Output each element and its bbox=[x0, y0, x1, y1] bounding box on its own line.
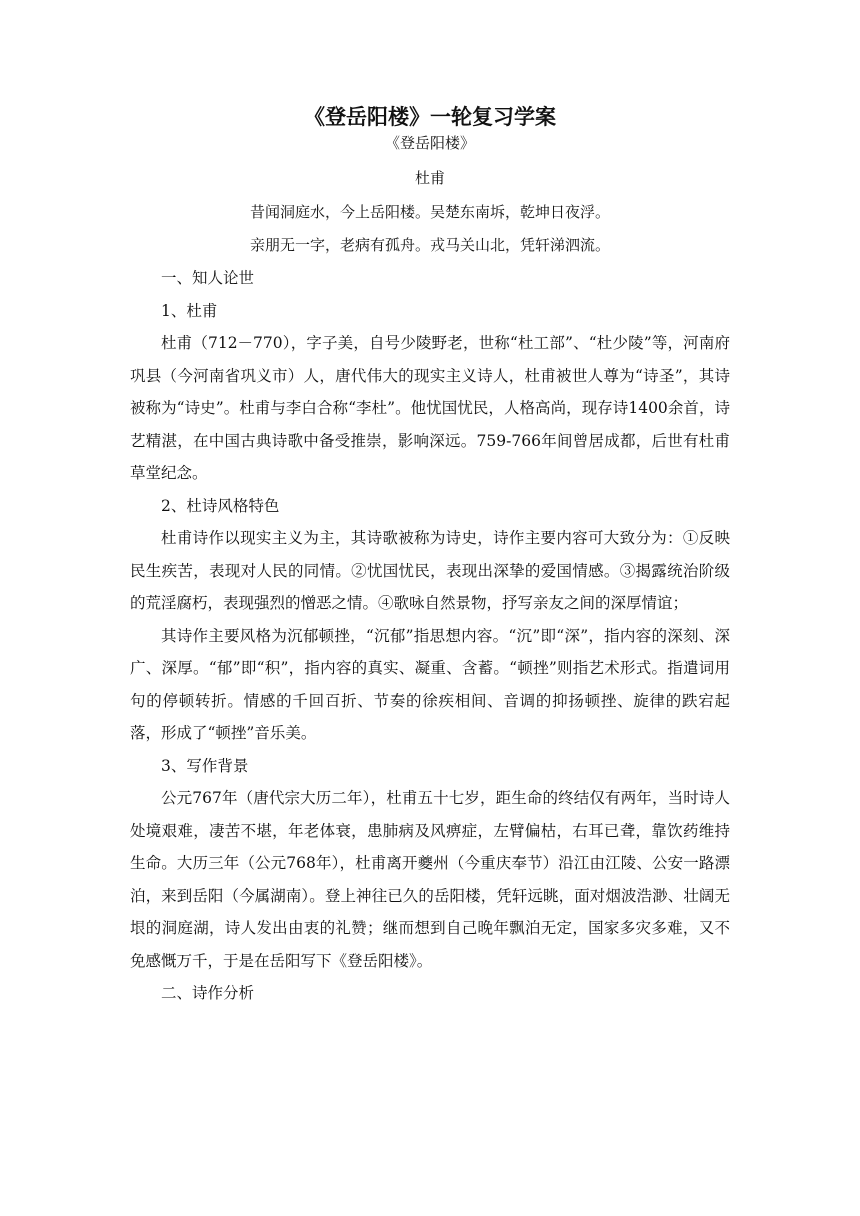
document-title: 《登岳阳楼》一轮复习学案 bbox=[304, 105, 556, 129]
paragraph-background: 公元767年（唐代宗大历二年），杜甫五十七岁，距生命的终结仅有两年，当时诗人处境艰难，凄苦不堪，年老体衰，患肺病及风痹症，左臂偏枯，右耳已聋，靠饮药维持生命。大历三年（公元768年），杜甫离开夔州（今重庆奉节）沿江由江陵、公安一路漂泊，来到岳阳（今属湖南）。登上神往已久的岳阳楼，凭轩远眺，面对烟波浩渺、壮阔无垠的洞庭湖，诗人发出由衷的礼赞；继而想到自己晚年飘泊无定，国家多灾多难，又不免感慨万千，于是在岳阳写下《登岳阳楼》。 bbox=[130, 789, 730, 970]
document-body bbox=[130, 262, 730, 1010]
poem-author: 杜甫 bbox=[414, 169, 445, 187]
paragraph-style-content: 杜甫诗作以现实主义为主，其诗歌被称为诗史，诗作主要内容可大致分为：①反映民生疾苦，表现对人民的同情。②忧国忧民，表现出深挚的爱国情感。③揭露统治阶级的荒淫腐朽，表现强烈的憎恶之情。④歌咏自然景物，抒写亲友之间的深厚情谊； bbox=[130, 529, 730, 612]
poem-line-1: 昔闻洞庭水，今上岳阳楼。吴楚东南坼，乾坤日夜浮。 bbox=[249, 203, 610, 221]
subsection-heading-background: 3、写作背景 bbox=[161, 756, 249, 775]
section-heading-2: 二、诗作分析 bbox=[161, 984, 255, 1002]
paragraph-du-fu-bio: 杜甫（712－770），字子美，自号少陵野老，世称“杜工部”、“杜少陵”等，河南府巩县（今河南省巩义市）人，唐代伟大的现实主义诗人，杜甫被世人尊为“诗圣”，其诗被称为“诗史”。杜甫与李白合称“李杜”。他忧国忧民，人格高尚，现存诗1400余首，诗艺精湛，在中国古典诗歌中备受推崇，影响深远。759-766年间曾居成都，后世有杜甫草堂纪念。 bbox=[130, 334, 730, 482]
section-heading-1: 一、知人论世 bbox=[161, 269, 255, 287]
subsection-heading-style: 2、杜诗风格特色 bbox=[161, 496, 280, 515]
poem-title: 《登岳阳楼》 bbox=[384, 134, 475, 152]
subsection-heading-du-fu: 1、杜甫 bbox=[161, 301, 218, 320]
paragraph-style-features: 其诗作主要风格为沉郁顿挫，“沉郁”指思想内容。“沉”即“深”，指内容的深刻、深广、深厚。“郁”即“积”，指内容的真实、凝重、含蓄。“顿挫”则指艺术形式。指遣词用句的停顿转折。情感的千回百折、节奏的徐疾相间、音调的抑扬顿挫、旋律的跌宕起落，形成了“顿挫”音乐美。 bbox=[130, 626, 731, 742]
poem-line-2: 亲朋无一字，老病有孤舟。戎马关山北，凭轩涕泗流。 bbox=[249, 236, 610, 254]
